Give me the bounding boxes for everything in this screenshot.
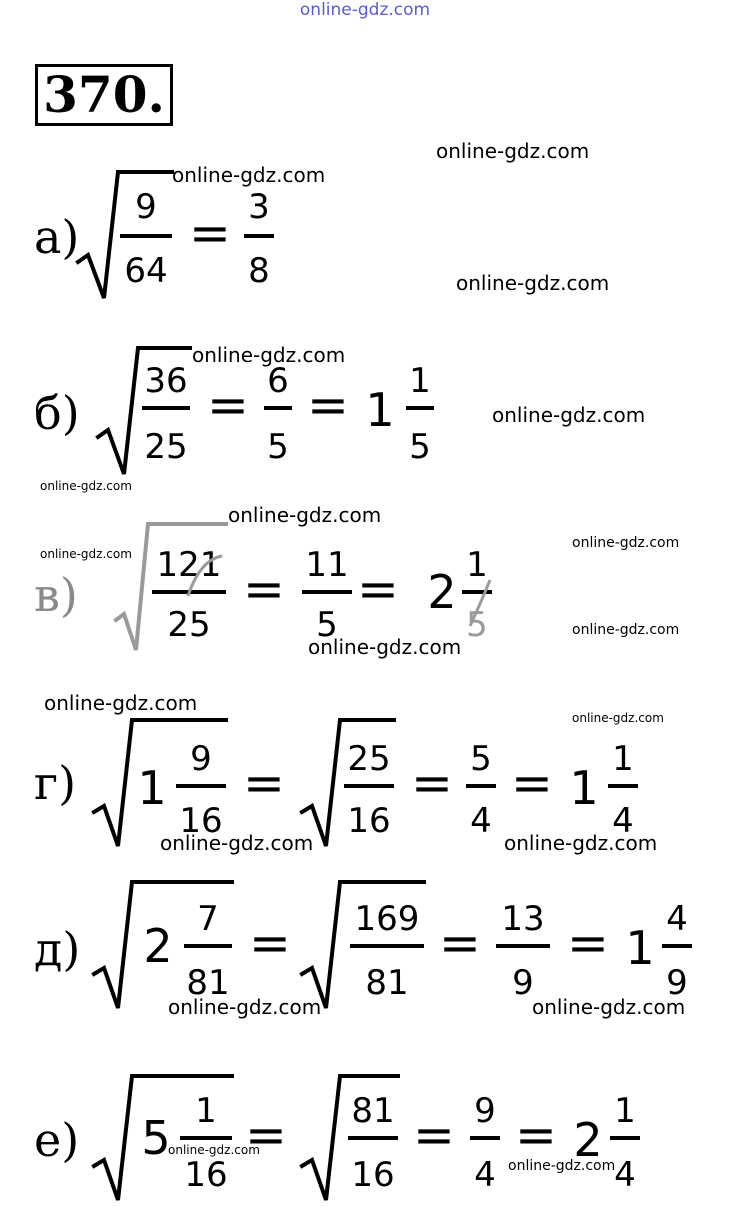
numerator: 36 xyxy=(144,361,188,401)
numerator: 13 xyxy=(501,899,545,939)
denominator: 81 xyxy=(365,963,409,1003)
item-label-g: г) xyxy=(34,756,77,810)
equals-sign: = xyxy=(515,1106,557,1164)
numerator: 9 xyxy=(190,739,212,779)
watermark: online-gdz.com xyxy=(572,711,664,725)
numerator: 6 xyxy=(267,361,289,401)
watermark: online-gdz.com xyxy=(436,139,590,163)
numerator: 4 xyxy=(666,899,688,939)
denominator: 16 xyxy=(179,801,223,841)
numerator: 121 xyxy=(156,545,222,585)
numerator: 1 xyxy=(466,545,488,585)
equals-sign: = xyxy=(411,754,453,812)
equals-sign: = xyxy=(439,914,481,972)
denominator: 5 xyxy=(316,605,338,645)
numerator: 1 xyxy=(409,361,431,401)
numerator: 81 xyxy=(351,1091,395,1131)
watermark: online-gdz.com xyxy=(168,1143,260,1157)
whole-number: 1 xyxy=(365,383,395,437)
denominator: 16 xyxy=(351,1155,395,1195)
equals-sign: = xyxy=(511,754,553,812)
equals-sign: = xyxy=(413,1106,455,1164)
whole-number: 2 xyxy=(427,565,457,619)
denominator: 4 xyxy=(614,1155,636,1195)
numerator: 25 xyxy=(347,739,391,779)
numerator: 169 xyxy=(354,899,420,939)
watermark: online-gdz.com xyxy=(504,831,658,855)
whole-number: 2 xyxy=(143,919,173,973)
denominator: 5 xyxy=(409,427,431,467)
numerator: 1 xyxy=(612,739,634,779)
denominator: 16 xyxy=(184,1155,228,1195)
exercise-number: 370. xyxy=(35,64,173,126)
numerator: 9 xyxy=(474,1091,496,1131)
whole-number: 2 xyxy=(573,1113,603,1167)
watermark: online-gdz.com xyxy=(44,691,198,715)
watermark: online-gdz.com xyxy=(40,547,132,561)
denominator: 4 xyxy=(612,801,634,841)
watermark: online-gdz.com xyxy=(228,503,382,527)
denominator: 5 xyxy=(466,605,488,645)
whole-number: 1 xyxy=(569,761,599,815)
watermark: online-gdz.com xyxy=(456,271,610,295)
site-link[interactable]: online-gdz.com xyxy=(299,0,431,20)
item-label-a: а) xyxy=(34,210,80,264)
equals-sign: = xyxy=(249,914,291,972)
numerator: 9 xyxy=(135,187,157,227)
whole-number: 1 xyxy=(625,921,655,975)
numerator: 1 xyxy=(195,1091,217,1131)
item-label-b: б) xyxy=(34,386,80,440)
watermark: online-gdz.com xyxy=(560,1152,568,1153)
equals-sign: = xyxy=(357,560,399,618)
watermark: online-gdz.com xyxy=(172,163,326,187)
equals-sign: = xyxy=(243,754,285,812)
watermark: online-gdz.com xyxy=(492,403,646,427)
numerator: 7 xyxy=(197,899,219,939)
item-label-d: д) xyxy=(34,922,81,976)
watermark: online-gdz.com xyxy=(532,995,686,1019)
denominator: 4 xyxy=(470,801,492,841)
equals-sign: = xyxy=(243,560,285,618)
equals-sign: = xyxy=(307,376,349,434)
denominator: 16 xyxy=(347,801,391,841)
denominator: 25 xyxy=(144,427,188,467)
denominator: 25 xyxy=(167,605,211,645)
denominator: 4 xyxy=(474,1155,496,1195)
watermark: online-gdz.com xyxy=(192,343,346,367)
equals-sign: = xyxy=(245,1106,287,1164)
watermark: online-gdz.com xyxy=(508,1158,616,1174)
equals-sign: = xyxy=(567,914,609,972)
equals-sign: = xyxy=(207,376,249,434)
whole-number: 1 xyxy=(137,761,167,815)
watermark: online-gdz.com xyxy=(40,479,132,493)
denominator: 9 xyxy=(512,963,534,1003)
watermark: online-gdz.com xyxy=(572,535,680,551)
item-label-v: в) xyxy=(34,568,78,622)
watermark: online-gdz.com xyxy=(572,622,680,638)
denominator: 5 xyxy=(267,427,289,467)
whole-number: 5 xyxy=(141,1111,171,1165)
watermark: online-gdz.com xyxy=(308,635,462,659)
numerator: 3 xyxy=(248,187,270,227)
watermark: online-gdz.com xyxy=(160,831,314,855)
numerator: 1 xyxy=(614,1091,636,1131)
denominator: 8 xyxy=(248,251,270,291)
numerator: 11 xyxy=(305,545,349,585)
numerator: 5 xyxy=(470,739,492,779)
denominator: 64 xyxy=(124,251,168,291)
item-label-e: е) xyxy=(34,1113,80,1167)
watermark: online-gdz.com xyxy=(168,995,322,1019)
denominator: 81 xyxy=(186,963,230,1003)
denominator: 9 xyxy=(666,963,688,1003)
equals-sign: = xyxy=(189,204,231,262)
